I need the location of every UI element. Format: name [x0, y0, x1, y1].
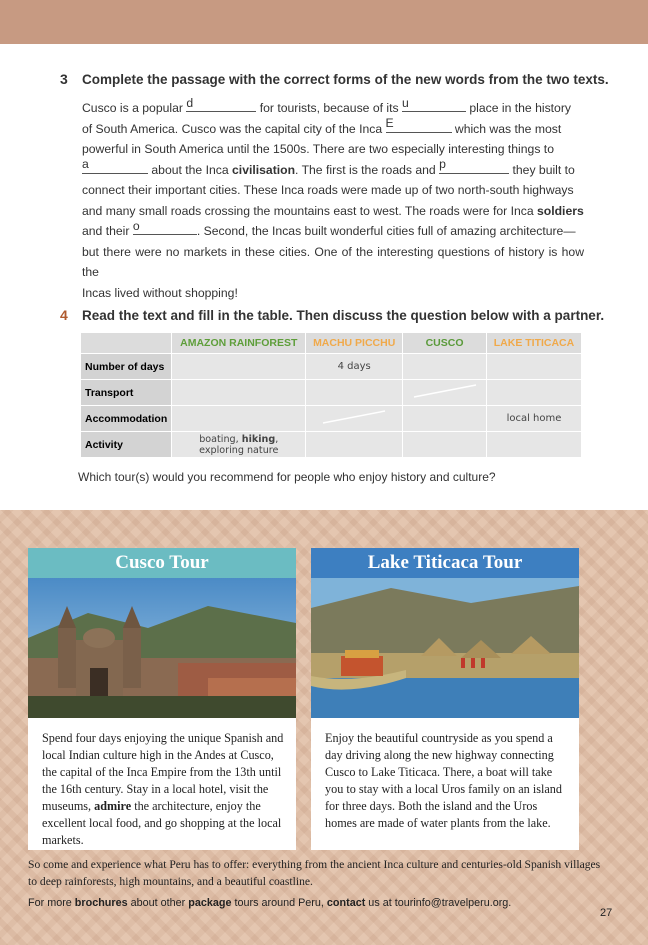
titicaca-tour-title: Lake Titicaca Tour [311, 548, 579, 578]
cusco-tour-title: Cusco Tour [28, 548, 296, 578]
lake-titicaca-photo [311, 578, 579, 718]
cell-acc-machu[interactable] [306, 406, 403, 432]
passage-text: connect their important cities. These Inca roads were made up of two north-south highways [82, 183, 574, 197]
cell-acc-amazon[interactable] [172, 406, 306, 432]
bold-word: soldiers [537, 203, 584, 218]
cell-acc-titicaca[interactable]: local home [486, 406, 581, 432]
row-transport: Transport [81, 380, 172, 406]
table-corner [81, 333, 172, 354]
tour-table [80, 332, 582, 458]
crossed-out-mark [319, 407, 389, 427]
row-number-of-days: Number of days [81, 354, 172, 380]
row-accommodation: Accommodation [81, 406, 172, 432]
blank-admire[interactable]: a [82, 160, 148, 174]
cell-activity-titicaca[interactable] [486, 432, 581, 458]
blank-unique[interactable]: u [402, 98, 466, 112]
cell-transport-cusco[interactable] [403, 380, 487, 406]
cell-days-titicaca[interactable] [486, 354, 581, 380]
passage-text: . Second, the Incas built wonderful cities full of amazing architecture— [196, 224, 576, 238]
question-4-number: 4 [60, 307, 68, 323]
passage-text: of South America. Cusco was the capital city of the Inca [82, 121, 386, 136]
top-band [0, 0, 648, 44]
titicaca-tour-card [311, 548, 579, 850]
page-number: 27 [600, 907, 613, 919]
passage-text: and many small roads crossing the mountains east to west. The roads were for Inca [82, 203, 537, 218]
cusco-cathedral-photo [28, 578, 296, 718]
titicaca-tour-text: Enjoy the beautiful countryside as you spend a day driving along the new highway connecting Cusco to Lake Titicaca. There, a boat will take you to stay with a local Uros family on an island for three days. Both the island and the Uros homes are made of water plants from the lake. [325, 731, 562, 830]
cusco-tour-text: Spend four days enjoying the unique Spanish and local Indian culture high in the Andes at Cusco, the capital of the Inca Empire from the 13th until the 16th century. Stay in a local hotel, visit the museums, admire the architecture, enjoy the excellent local food, and go shopping at the local markets. [42, 731, 284, 847]
question-3-title: Complete the passage with the correct forms of the new words from the two texts. [82, 72, 609, 87]
passage-text: Incas lived without shopping! [82, 285, 238, 300]
question-3-passage [82, 95, 584, 303]
question-4-title: Read the text and fill in the table. Then discuss the question below with a partner. [82, 308, 605, 323]
blank-destination[interactable]: d [186, 98, 256, 112]
passage-text: place in the history [465, 101, 571, 115]
crossed-out-mark [410, 381, 480, 401]
passage-text: but there were no markets in these cities. One of the interesting questions of history is how the [82, 244, 584, 279]
blank-empire[interactable]: E [386, 119, 452, 133]
cell-transport-titicaca[interactable] [486, 380, 581, 406]
passage-text: . The first is the roads and [295, 162, 440, 177]
cell-days-amazon[interactable] [172, 354, 306, 380]
question-3-number: 3 [60, 71, 68, 87]
cusco-tour-card [28, 548, 296, 850]
cell-transport-amazon[interactable] [172, 380, 306, 406]
col-lake-titicaca: LAKE TITICACA [486, 333, 581, 354]
passage-text: which was the most [451, 121, 562, 136]
cell-days-cusco[interactable] [403, 354, 487, 380]
bold-word: civilisation [232, 162, 296, 177]
row-activity: Activity [81, 432, 172, 458]
cell-transport-machu[interactable] [306, 380, 403, 406]
cell-days-machu[interactable]: 4 days [306, 354, 403, 380]
passage-text: about the Inca [148, 162, 233, 177]
cell-activity-cusco[interactable] [403, 432, 487, 458]
passage-text: they built to [509, 162, 575, 177]
passage-text: Cusco is a popular [82, 101, 187, 115]
col-cusco: CUSCO [403, 333, 487, 354]
col-amazon: AMAZON RAINFOREST [172, 333, 306, 354]
passage-text: and their [82, 224, 133, 238]
cell-activity-amazon[interactable]: boating, hiking, exploring nature [172, 432, 306, 458]
blank-officers[interactable]: o [133, 221, 197, 235]
cell-acc-cusco[interactable] [403, 406, 487, 432]
discussion-question: Which tour(s) would you recommend for people who enjoy history and culture? [78, 470, 496, 484]
blank-paths[interactable]: p [439, 160, 509, 174]
brochure-closing-text: So come and experience what Peru has to offer: everything from the ancient Inca culture and centuries-old Spanish villages to deep rainforests, high mountains, and a beautiful coastline. [28, 858, 601, 888]
contact-line: For more brochures about other package tours around Peru, contact us at tourinfo@travelperu.org. [28, 897, 512, 909]
passage-text: for tourists, because of its [256, 101, 402, 115]
cell-activity-machu[interactable] [306, 432, 403, 458]
passage-text: powerful in South America until the 1500s. There are two especially interesting things to [82, 142, 554, 156]
col-machu-picchu: MACHU PICCHU [306, 333, 403, 354]
